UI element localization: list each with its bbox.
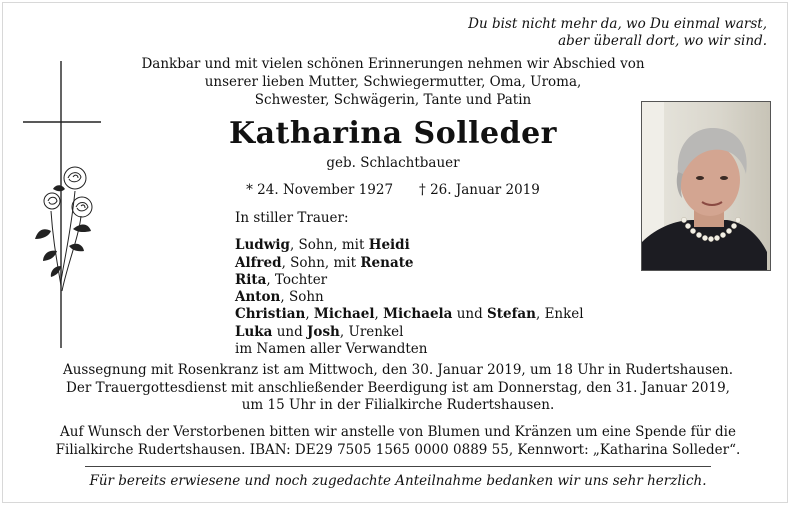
mourner-relation: und: [452, 306, 488, 323]
mourner-name: Luka: [235, 323, 273, 340]
donation-line-1: Auf Wunsch der Verstorbenen bitten wir anstelle von Blumen und Kränzen um eine Spende für die: [60, 424, 736, 440]
service-line-2: Der Trauergottesdienst mit anschließender Beerdigung ist am Donnerstag, den 31. Januar 2019,: [66, 379, 730, 396]
mourner-name: Heidi: [368, 237, 410, 254]
mourners-list: [235, 210, 584, 358]
mourner-line: [235, 341, 584, 358]
divider: [85, 466, 711, 467]
mourner-relation: im Namen aller Verwandten: [235, 341, 428, 358]
life-dates: [123, 182, 663, 198]
mourner-name: Rita: [235, 271, 267, 288]
intro-line-1: Dankbar und mit vielen schönen Erinnerungen nehmen wir Abschied von: [141, 56, 645, 72]
deceased-name: Katharina Solleder: [229, 116, 557, 151]
thanks-line: Für bereits erwiesene und noch zugedachte Anteilnahme bedanken wir uns sehr herzlich.: [89, 473, 707, 489]
service-info: [43, 362, 753, 415]
mourner-relation: , Enkel: [536, 306, 584, 323]
mourner-line: [235, 237, 584, 254]
mourner-relation: , Sohn: [280, 289, 324, 306]
mourner-line: [235, 255, 584, 272]
portrait-photo: [641, 101, 771, 271]
mourner-name: Michael: [313, 306, 375, 323]
mourner-name: Renate: [360, 254, 414, 271]
mourner-relation: ,: [305, 306, 314, 323]
donation-line-2: Filialkirche Rudertshausen. IBAN: DE29 7505 1565 0000 0889 55, Kennwort: „Katharina Solleder“.: [55, 441, 741, 458]
obituary-notice: [2, 2, 788, 503]
mourner-name: Ludwig: [235, 237, 290, 254]
mourner-name: Christian: [235, 306, 306, 323]
mourner-relation: ,: [374, 306, 384, 323]
motto-line-1: Du bist nicht mehr da, wo Du einmal warst,: [468, 16, 767, 32]
intro-line-3: Schwester, Schwägerin, Tante und Patin: [254, 92, 532, 108]
mourner-name: Alfred: [235, 254, 282, 271]
mourner-name: Stefan: [487, 306, 536, 323]
motto-line-2: aber überall dort, wo wir sind.: [558, 33, 767, 49]
motto-quote: [468, 16, 767, 50]
mourner-line: [235, 272, 584, 289]
mourner-line: [235, 289, 584, 306]
mourner-line: [235, 324, 584, 341]
intro-line-2: unserer lieben Mutter, Schwiegermutter, Oma, Uroma,: [204, 74, 582, 90]
death-date: † 26. Januar 2019: [419, 182, 540, 198]
mourner-line: [235, 306, 584, 323]
service-line-1: Aussegnung mit Rosenkranz ist am Mittwoch, den 30. Januar 2019, um 18 Uhr in Rudertshausen.: [62, 362, 734, 378]
mourner-name: Anton: [235, 289, 281, 306]
mourner-relation: , Urenkel: [339, 323, 404, 340]
mourner-relation: und: [272, 323, 308, 340]
birth-date: * 24. November 1927: [246, 182, 394, 198]
intro-text: [123, 55, 663, 109]
mourner-relation: , Tochter: [266, 271, 328, 288]
mourner-relation: , Sohn, mit: [281, 254, 361, 271]
mourner-name: Michaela: [383, 306, 453, 323]
maiden-name: geb. Schlachtbauer: [326, 155, 460, 171]
donation-info: [43, 424, 753, 459]
mourner-name: Josh: [307, 323, 340, 340]
mourner-relation: , Sohn, mit: [289, 237, 369, 254]
service-line-3: um 15 Uhr in der Filialkirche Rudertshausen.: [241, 397, 555, 413]
mourners-heading: In stiller Trauer:: [235, 210, 349, 226]
cross-with-roses-icon: [21, 61, 111, 355]
